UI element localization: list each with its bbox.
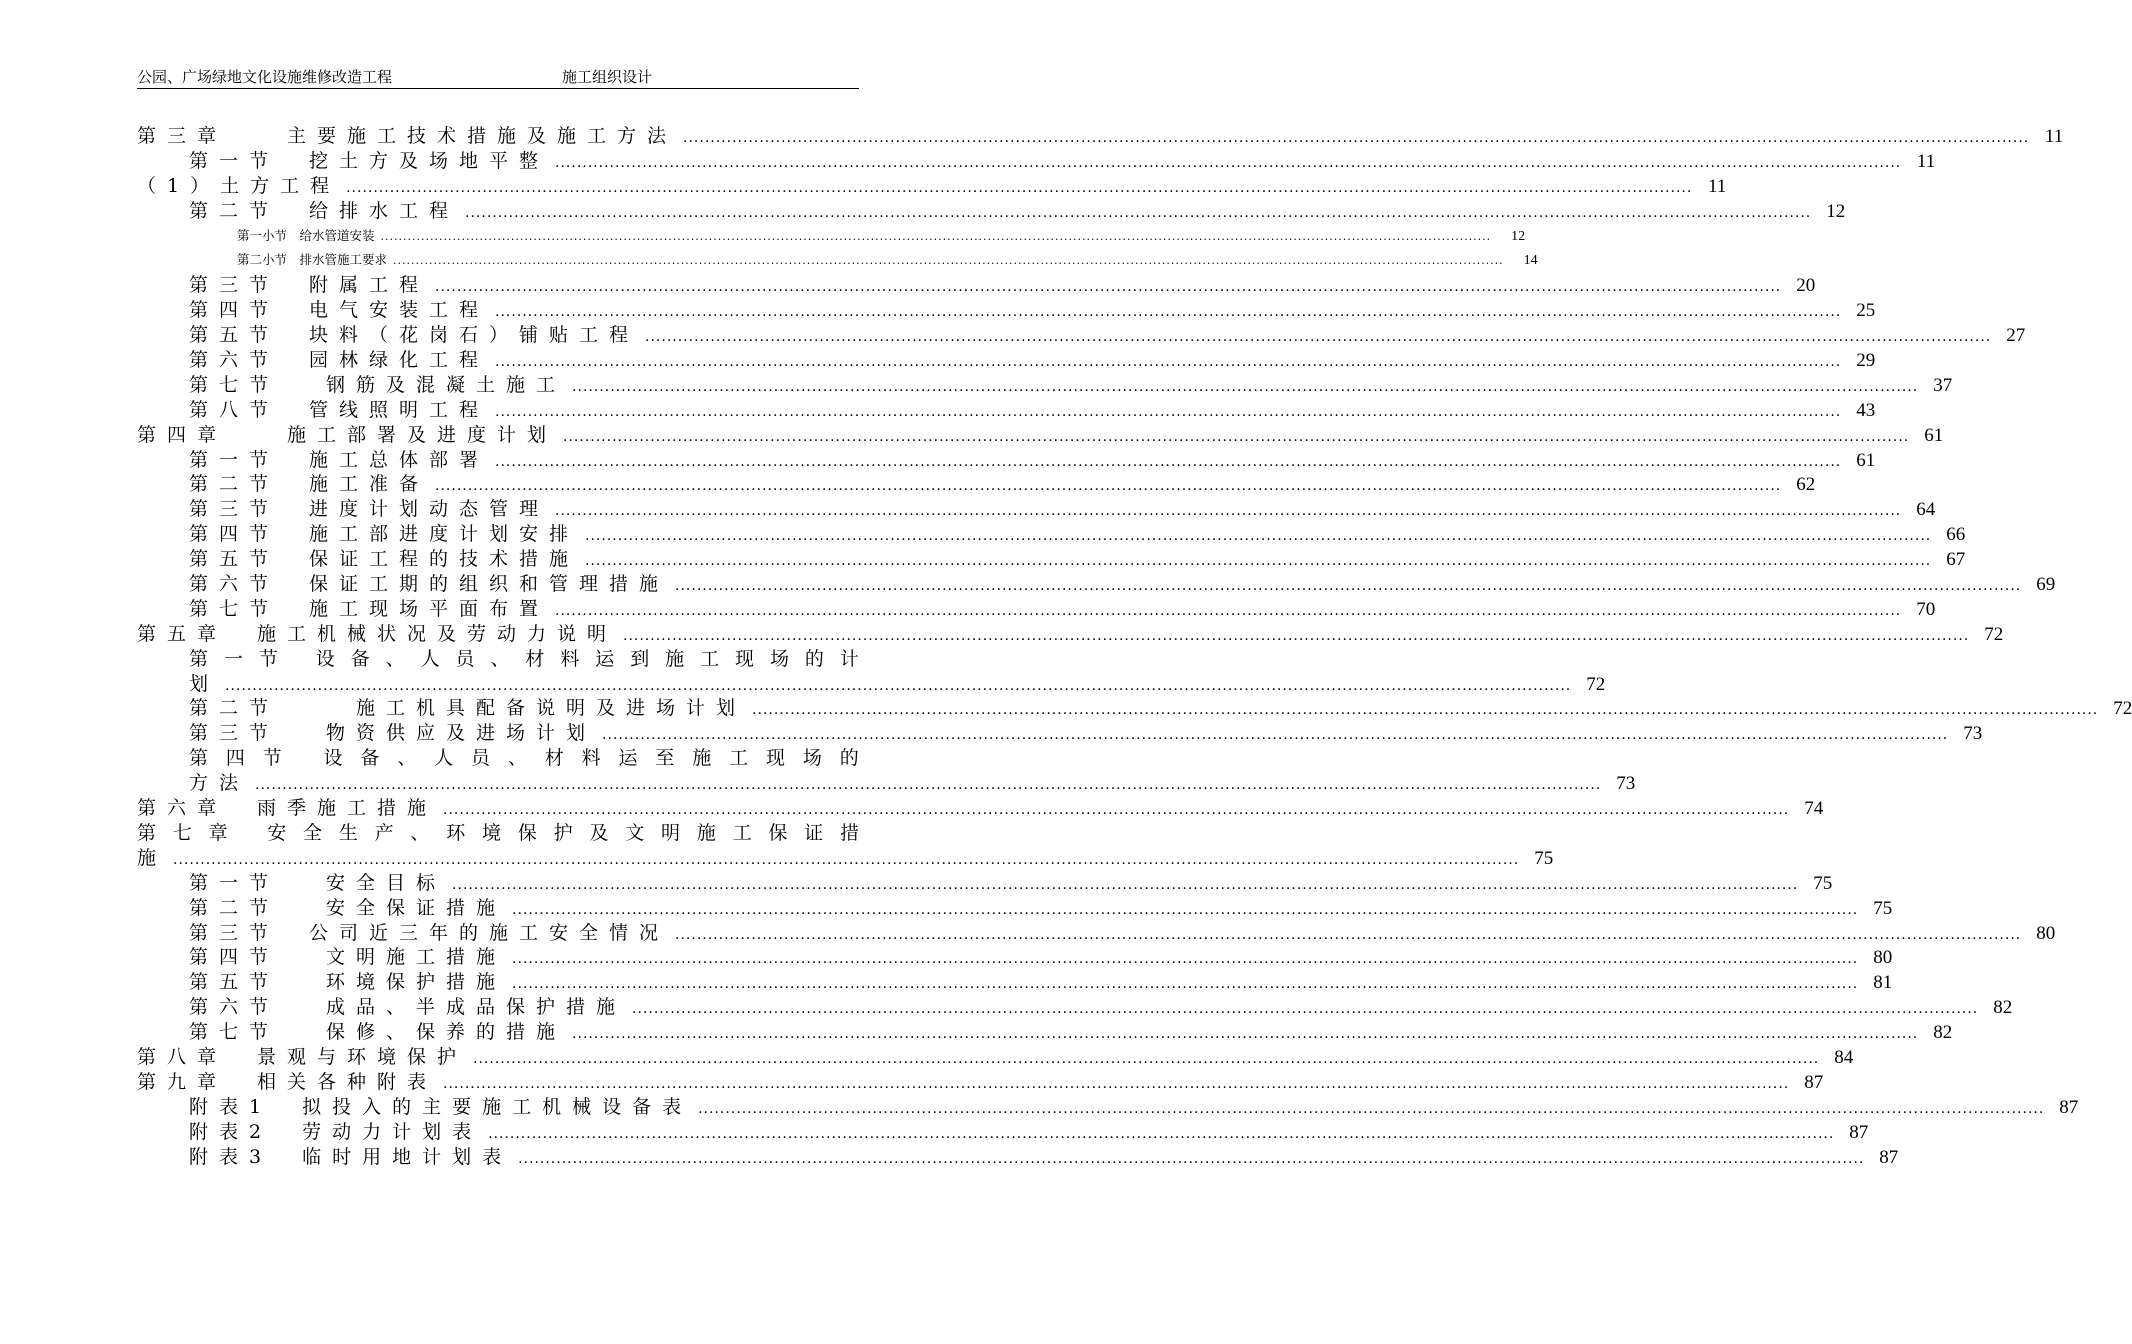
- toc-page-number: 12: [1511, 228, 1526, 244]
- toc-entry-title: 第七节 钢筋及混凝土施工: [189, 373, 567, 396]
- toc-entry-title: 第六节 园林绿化工程: [189, 349, 490, 372]
- toc-entry[interactable]: [137, 995, 2013, 1020]
- toc-page-number: 66: [1946, 524, 1966, 546]
- dot-leader: [452, 871, 1798, 898]
- toc-entry-title: 第五节 块料（花岗石）铺贴工程: [189, 324, 640, 347]
- toc-page-number: 62: [1796, 474, 1816, 496]
- toc-entry-title: 第六节 保证工期的组织和管理措施: [189, 573, 670, 596]
- toc-page-number: 11: [1916, 150, 1936, 172]
- dot-leader: [512, 896, 1858, 923]
- toc-entry-title: 第三章 主要施工技术措施及施工方法: [137, 125, 678, 147]
- toc-entry-title: 第七节 保修、保养的措施: [189, 1021, 567, 1044]
- toc-entry[interactable]: [137, 522, 1966, 547]
- toc-entry-title: 施: [137, 846, 168, 869]
- toc-entry[interactable]: [137, 721, 1983, 746]
- toc-entry[interactable]: [137, 1070, 1824, 1095]
- header-project-title: 公园、广场绿地文化设施维修改造工程: [137, 68, 393, 86]
- toc-entry[interactable]: [137, 273, 1816, 298]
- toc-page-number: 14: [1523, 253, 1538, 269]
- dot-leader: [255, 771, 1601, 798]
- toc-page-number: 73: [1616, 773, 1636, 795]
- toc-entry[interactable]: [137, 448, 1876, 473]
- toc-entry[interactable]: [137, 348, 1876, 373]
- toc-entry-title: 第一节 挖土方及场地平整: [189, 149, 550, 172]
- toc-page-number: 73: [1963, 723, 1983, 745]
- toc-entry[interactable]: [137, 248, 1538, 273]
- toc-page-number: 37: [1933, 374, 1953, 396]
- toc-entry-title: 划: [189, 672, 220, 695]
- toc-entry-title: 第九章 相关各种附表: [137, 1070, 438, 1093]
- toc-entry-title: 第五章 施工机械状况及劳动力说明: [137, 622, 618, 645]
- toc-entry[interactable]: [137, 696, 2132, 721]
- header-document-title: 施工组织设计: [562, 68, 653, 86]
- toc-entry[interactable]: [137, 149, 1936, 174]
- toc-entry[interactable]: [137, 472, 1816, 497]
- dot-leader: [393, 248, 1504, 274]
- toc-entry[interactable]: [137, 1145, 1899, 1170]
- toc-entry[interactable]: [137, 547, 1966, 572]
- toc-entry-title: 第二节 给排水工程: [189, 199, 460, 222]
- toc-page-number: 29: [1856, 350, 1876, 372]
- toc-entry[interactable]: [137, 896, 1893, 921]
- toc-entry[interactable]: [137, 298, 1876, 323]
- toc-entry-title-line: 第 七 章 安 全 生 产 、 环 境 保 护 及 文 明 施 工 保 证 措: [137, 821, 859, 844]
- toc-entry-title: 附表2 劳动力计划表: [189, 1120, 483, 1143]
- table-of-contents: [137, 124, 2132, 1169]
- toc-entry-title: （1）土方工程: [137, 174, 341, 197]
- dot-leader: [585, 522, 1931, 549]
- dot-leader: [435, 472, 1781, 499]
- toc-page-number: 72: [1586, 673, 1606, 695]
- toc-entry-title: 第四节 文明施工措施: [189, 946, 507, 969]
- toc-entry-title: 第一节 安全目标: [189, 871, 447, 894]
- dot-leader: [495, 448, 1841, 475]
- toc-page-number: 27: [2006, 325, 2026, 347]
- toc-page-number: 87: [1849, 1121, 1869, 1143]
- toc-entry[interactable]: [137, 572, 2056, 597]
- toc-page-number: 69: [2036, 574, 2056, 596]
- dot-leader: [173, 846, 1519, 873]
- toc-entry-title: 第七节 施工现场平面布置: [189, 597, 550, 620]
- toc-page-number: 87: [1804, 1071, 1824, 1093]
- toc-entry[interactable]: [137, 224, 1526, 249]
- toc-entry-title: 第八节 管线照明工程: [189, 398, 490, 421]
- toc-page-number: 84: [1834, 1046, 1854, 1068]
- toc-entry-title: 第四节 施工部进度计划安排: [189, 523, 580, 546]
- dot-leader: [512, 970, 1858, 997]
- toc-page-number: 80: [1873, 947, 1893, 969]
- toc-entry[interactable]: [137, 1095, 2079, 1120]
- toc-page-number: 87: [1879, 1146, 1899, 1168]
- toc-entry[interactable]: [137, 497, 1936, 522]
- toc-entry-title: 第五节 保证工程的技术措施: [189, 548, 580, 571]
- toc-entry[interactable]: [137, 174, 1727, 199]
- toc-entry[interactable]: [137, 970, 1893, 995]
- toc-entry[interactable]: [137, 821, 1554, 871]
- toc-entry[interactable]: [137, 1020, 1953, 1045]
- dot-leader: [585, 547, 1931, 574]
- dot-leader: [572, 1020, 1918, 1047]
- toc-entry-title-line: 第 四 节 设 备 、 人 员 、 材 料 运 至 施 工 现 场 的: [189, 747, 859, 770]
- toc-entry-title: 第三节 附属工程: [189, 274, 430, 297]
- toc-entry-title: 第三节 物资供应及进场计划: [189, 722, 597, 745]
- toc-entry-title: 第四节 电气安装工程: [189, 299, 490, 322]
- dot-leader: [645, 323, 1991, 350]
- dot-leader: [381, 224, 1492, 250]
- toc-entry-title: 第五节 环境保护措施: [189, 971, 507, 994]
- toc-entry-title: 第二小节 排水管施工要求: [237, 252, 388, 268]
- toc-entry-title: 第一节 施工总体部署: [189, 448, 490, 471]
- toc-page-number: 43: [1856, 399, 1876, 421]
- page-header: [137, 64, 859, 89]
- toc-entry[interactable]: [137, 1045, 1854, 1070]
- toc-entry[interactable]: [137, 199, 1846, 224]
- dot-leader: [512, 945, 1858, 972]
- toc-entry-title: 方法: [189, 772, 250, 795]
- dot-leader: [473, 1045, 1819, 1072]
- toc-entry[interactable]: [137, 323, 2026, 348]
- toc-page-number: 87: [2059, 1096, 2079, 1118]
- dot-leader: [675, 921, 2021, 948]
- toc-page-number: 12: [1826, 200, 1846, 222]
- toc-entry[interactable]: [137, 647, 1606, 697]
- dot-leader: [518, 1145, 1864, 1172]
- dot-leader: [623, 622, 1969, 649]
- toc-entry[interactable]: [137, 124, 2064, 149]
- toc-entry[interactable]: [137, 1120, 1869, 1145]
- toc-page-number: 82: [1933, 1022, 1953, 1044]
- dot-leader: [683, 124, 2029, 151]
- toc-page-number: 61: [1856, 449, 1876, 471]
- dot-leader: [698, 1095, 2044, 1122]
- dot-leader: [495, 398, 1841, 425]
- toc-entry[interactable]: [137, 871, 1833, 896]
- toc-page-number: 82: [1993, 997, 2013, 1019]
- toc-page-number: 72: [1984, 623, 2004, 645]
- toc-entry-title: 第二节 安全保证措施: [189, 896, 507, 919]
- toc-page-number: 61: [1924, 424, 1944, 446]
- toc-entry-title-line: 第 一 节 设 备 、 人 员 、 材 料 运 到 施 工 现 场 的 计: [189, 647, 859, 670]
- toc-page-number: 11: [2044, 126, 2064, 147]
- dot-leader: [225, 672, 1571, 699]
- toc-entry[interactable]: [137, 622, 2004, 647]
- toc-entry-title: 第六节 成品、半成品保护措施: [189, 996, 627, 1019]
- toc-entry[interactable]: [137, 597, 1936, 622]
- toc-entry[interactable]: [137, 398, 1876, 423]
- dot-leader: [435, 273, 1781, 300]
- dot-leader: [495, 298, 1841, 325]
- toc-page-number: 25: [1856, 300, 1876, 322]
- toc-entry-title: 第二节 施工机具配备说明及进场计划: [189, 697, 747, 720]
- dot-leader: [632, 995, 1978, 1022]
- toc-page-number: 64: [1916, 499, 1936, 521]
- dot-leader: [465, 199, 1811, 226]
- toc-entry-title: 第三节 公司近三年的施工安全情况: [189, 921, 670, 944]
- dot-leader: [602, 721, 1948, 748]
- toc-page-number: 80: [2036, 922, 2056, 944]
- toc-entry-title: 第四章 施工部署及进度计划: [137, 423, 558, 446]
- dot-leader: [555, 149, 1901, 176]
- toc-entry[interactable]: [137, 945, 1893, 970]
- toc-entry-title: 第一小节 给水管道安装: [237, 227, 375, 243]
- dot-leader: [555, 497, 1901, 524]
- toc-entry[interactable]: [137, 746, 1636, 796]
- toc-page-number: 81: [1873, 972, 1893, 994]
- toc-page-number: 11: [1708, 175, 1727, 197]
- toc-page-number: 75: [1873, 897, 1893, 919]
- toc-page-number: 67: [1946, 549, 1966, 571]
- dot-leader: [443, 1070, 1789, 1097]
- toc-entry-title: 附表3 临时用地计划表: [189, 1145, 513, 1168]
- dot-leader: [572, 373, 1918, 400]
- dot-leader: [488, 1120, 1834, 1147]
- toc-entry[interactable]: [137, 373, 1953, 398]
- toc-page-number: 72: [2113, 698, 2132, 720]
- dot-leader: [563, 423, 1909, 450]
- toc-entry-title: 第八章 景观与环境保护: [137, 1045, 468, 1068]
- toc-entry-title: 第二节 施工准备: [189, 473, 430, 496]
- toc-entry[interactable]: [137, 423, 1944, 448]
- toc-page-number: 75: [1813, 872, 1833, 894]
- toc-page-number: 70: [1916, 598, 1936, 620]
- toc-page-number: 74: [1804, 798, 1824, 820]
- dot-leader: [752, 696, 2098, 723]
- toc-entry[interactable]: [137, 796, 1824, 821]
- dot-leader: [555, 597, 1901, 624]
- dot-leader: [675, 572, 2021, 599]
- dot-leader: [346, 174, 1692, 201]
- dot-leader: [443, 796, 1789, 823]
- toc-entry-title: 第三节 进度计划动态管理: [189, 498, 550, 521]
- dot-leader: [495, 348, 1841, 375]
- toc-entry-title: 第六章 雨季施工措施: [137, 797, 438, 820]
- toc-page-number: 20: [1796, 275, 1816, 297]
- toc-entry[interactable]: [137, 921, 2056, 946]
- toc-page-number: 75: [1534, 847, 1554, 869]
- toc-entry-title: 附表1 拟投入的主要施工机械设备表: [189, 1095, 693, 1118]
